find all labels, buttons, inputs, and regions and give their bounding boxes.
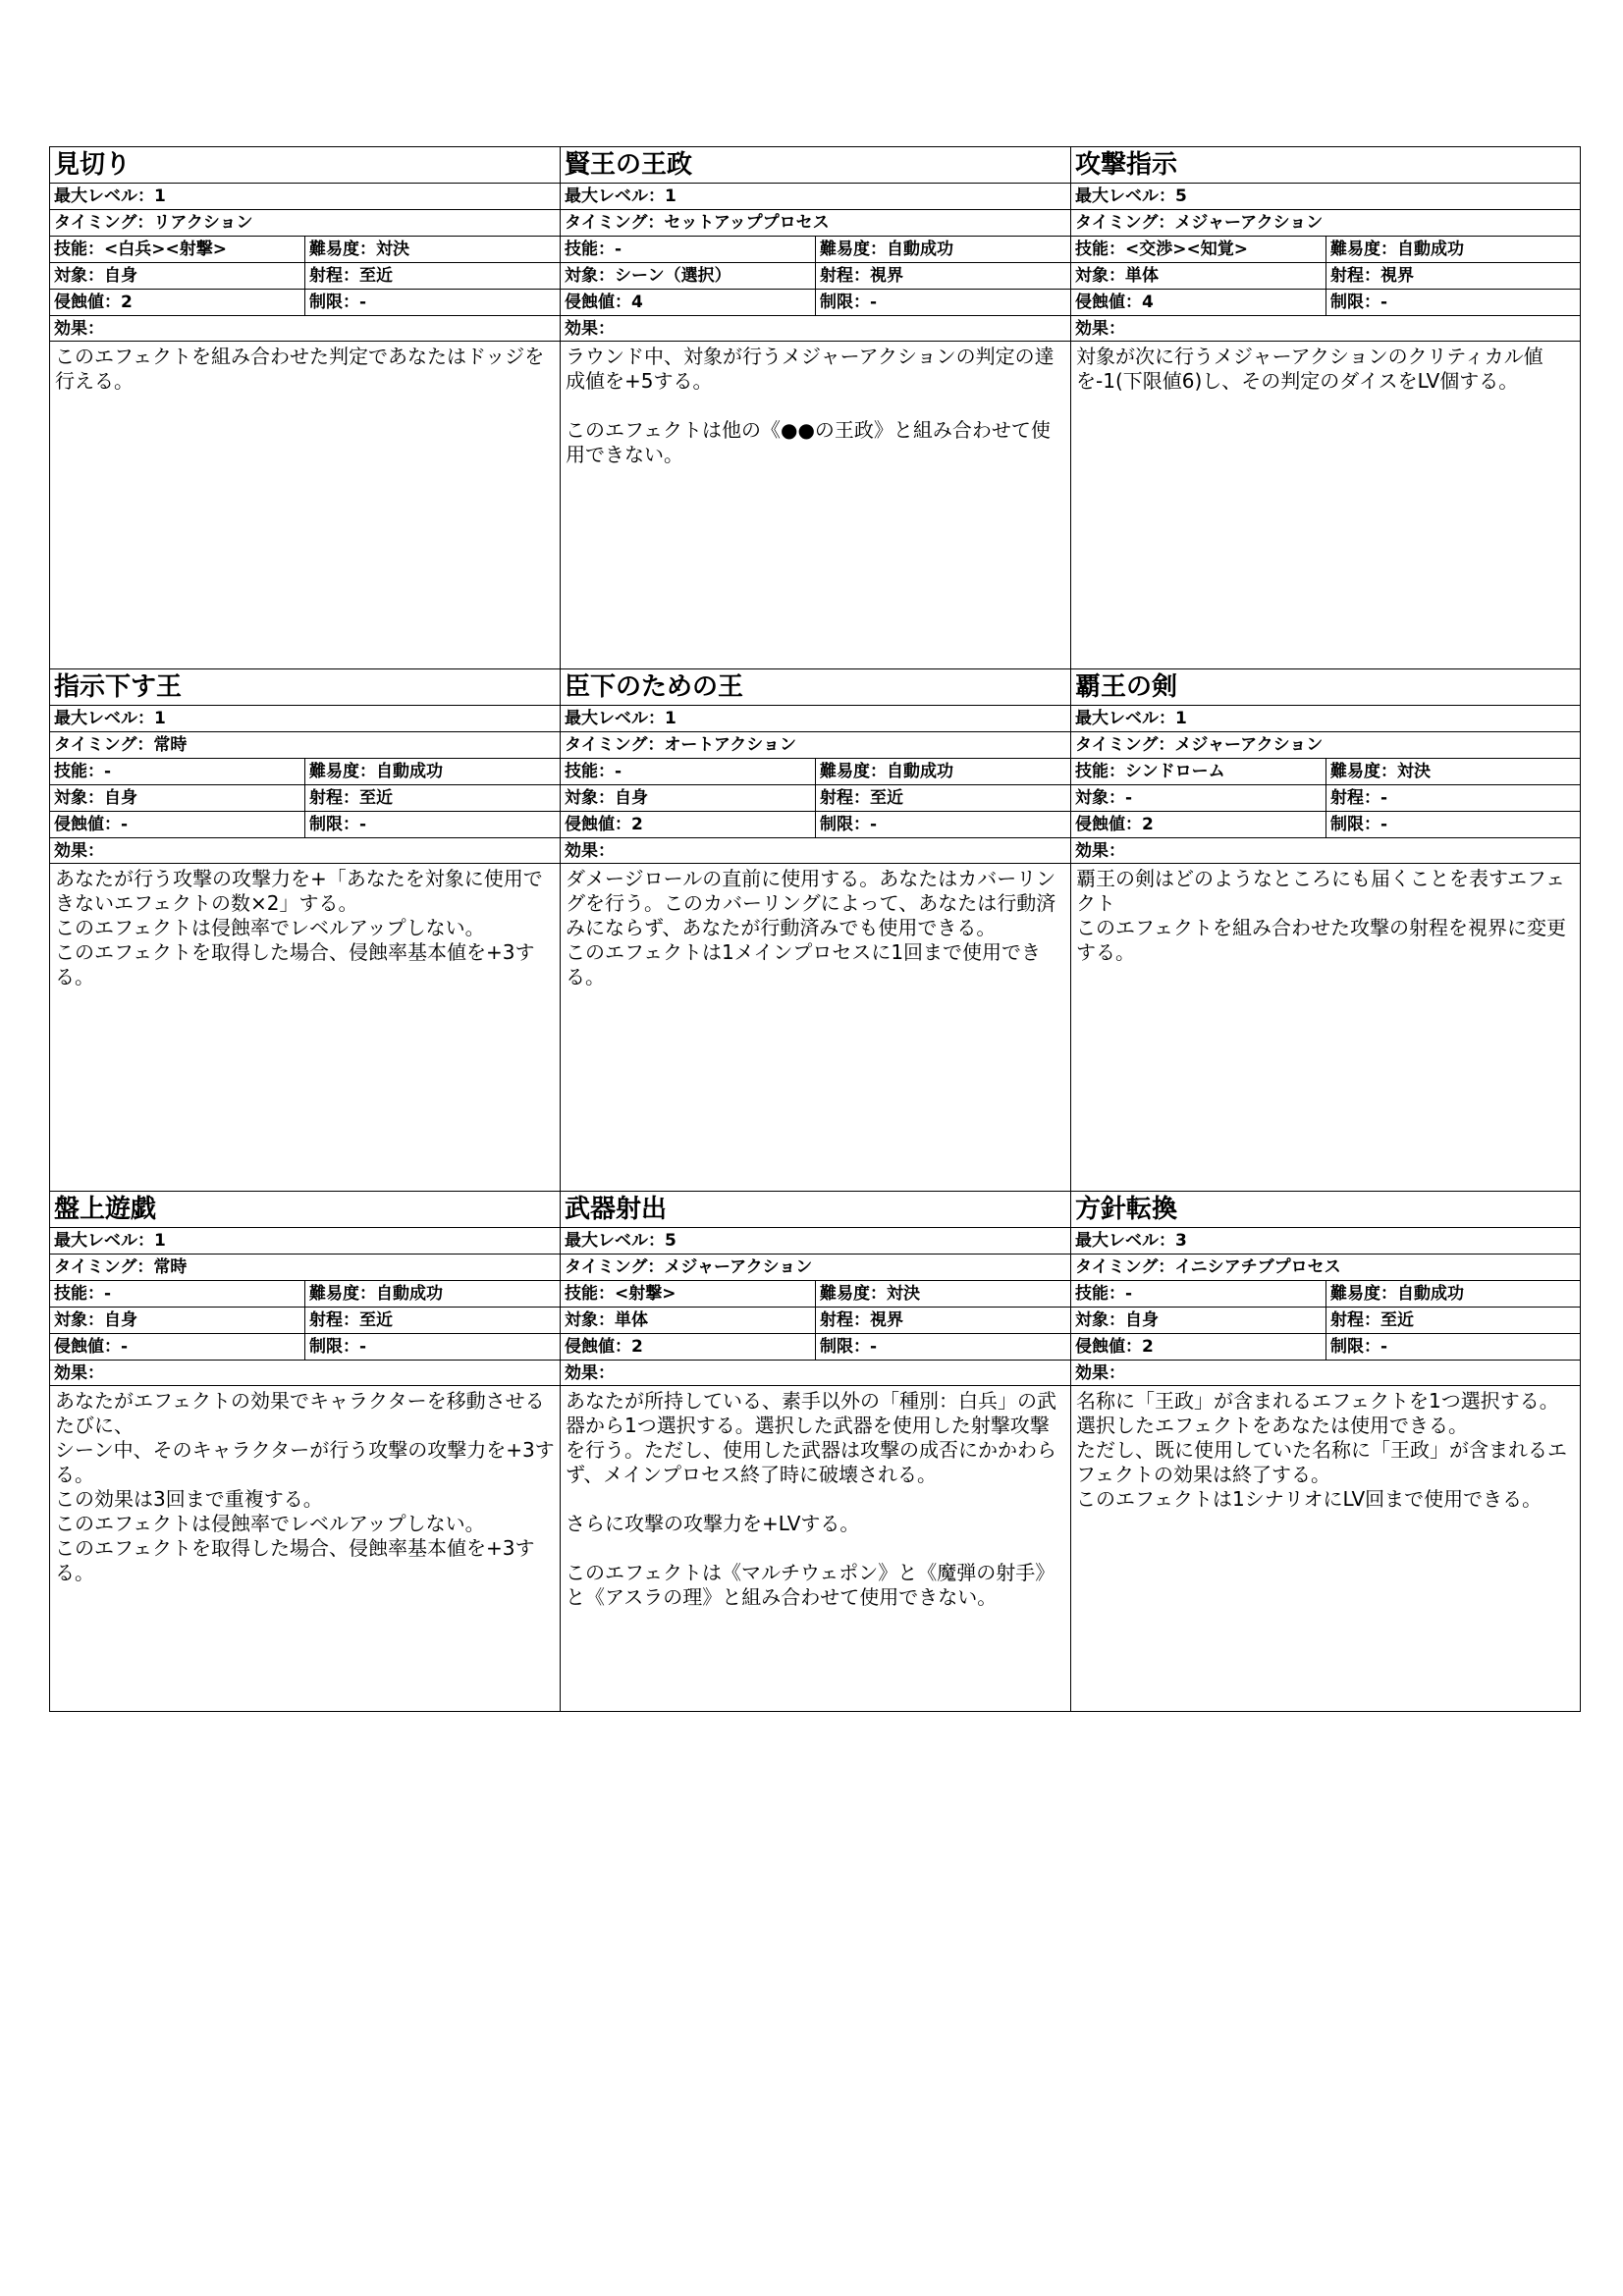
erosion-label: 侵蝕値： — [54, 1337, 121, 1357]
max-level-value: 5 — [1175, 187, 1187, 206]
erosion-value: 2 — [631, 1337, 643, 1357]
skill-row — [50, 759, 560, 785]
difficulty-label: 難易度： — [1330, 240, 1397, 259]
timing-value: 常時 — [153, 1257, 188, 1277]
target-value: 自身 — [104, 1310, 137, 1330]
max-level — [1075, 184, 1580, 210]
target — [561, 263, 816, 289]
difficulty-label: 難易度： — [309, 1284, 376, 1304]
limit — [305, 290, 560, 315]
skill — [561, 237, 816, 262]
target — [50, 263, 305, 289]
target-value: 単体 — [1125, 266, 1159, 286]
max-level — [565, 706, 1070, 732]
effect-heading: 効果： — [50, 316, 560, 342]
range-value: 至近 — [870, 788, 903, 808]
effect-name: 指示下す王 — [50, 669, 560, 706]
erosion-row — [1071, 1334, 1580, 1361]
timing-value: セットアッププロセス — [664, 213, 830, 233]
max-level-row — [50, 706, 560, 732]
range-label: 射程： — [820, 788, 870, 808]
erosion — [50, 1334, 305, 1360]
range-value: 視界 — [1380, 266, 1414, 286]
target-value: - — [1125, 788, 1133, 808]
max-level-label: 最大レベル： — [565, 709, 665, 728]
target-label: 対象： — [565, 266, 615, 286]
timing-row — [1071, 732, 1580, 759]
skill — [561, 759, 816, 784]
erosion-label: 侵蝕値： — [54, 815, 121, 834]
range-label: 射程： — [309, 788, 359, 808]
skill-label: 技能： — [1075, 1284, 1125, 1304]
max-level-row — [50, 184, 560, 210]
range-value: 視界 — [870, 1310, 903, 1330]
max-level-label: 最大レベル： — [54, 187, 154, 206]
difficulty-label: 難易度： — [309, 762, 376, 781]
limit-label: 制限： — [820, 1337, 870, 1357]
target-row — [561, 785, 1070, 812]
max-level-value: 1 — [154, 709, 166, 728]
max-level-label: 最大レベル： — [565, 187, 665, 206]
target-label: 対象： — [1075, 1310, 1125, 1330]
max-level-label: 最大レベル： — [1075, 709, 1175, 728]
timing — [54, 1255, 560, 1281]
timing-label: タイミング： — [565, 1257, 665, 1277]
erosion-label: 侵蝕値： — [565, 815, 631, 834]
timing-label: タイミング： — [565, 735, 665, 755]
limit-value: - — [870, 1337, 878, 1357]
target — [1071, 785, 1326, 811]
max-level-label: 最大レベル： — [1075, 1231, 1175, 1251]
range-value: 至近 — [359, 266, 393, 286]
erosion-row — [50, 812, 560, 838]
max-level-row — [1071, 706, 1580, 732]
limit-value: - — [1380, 1337, 1388, 1357]
skill-value: - — [615, 762, 622, 781]
range-label: 射程： — [820, 1310, 870, 1330]
difficulty-value: 自動成功 — [1397, 1284, 1464, 1304]
limit-label: 制限： — [1330, 1337, 1380, 1357]
timing — [565, 210, 1070, 237]
max-level-row — [561, 706, 1070, 732]
limit-label: 制限： — [1330, 815, 1380, 834]
effect-heading: 効果： — [50, 838, 560, 864]
target-label: 対象： — [54, 788, 104, 808]
skill — [1071, 237, 1326, 262]
difficulty — [1326, 1281, 1580, 1307]
effect-text: 名称に「王政」が含まれるエフェクトを1つ選択する。 選択したエフェクトをあなたは使用できる。 ただし、既に使用していた名称に「王政」が含まれるエフェクトの効果は終了する。 このエフェクトは1シナリオにLV回まで使用できる。 — [1076, 1389, 1567, 1511]
difficulty-value: 自動成功 — [887, 240, 953, 259]
skill-row — [561, 759, 1070, 785]
target — [561, 785, 816, 811]
effect-heading: 効果： — [561, 316, 1070, 342]
difficulty-label: 難易度： — [820, 1284, 887, 1304]
skill-value: <交渉><知覚> — [1125, 240, 1248, 259]
range-value: 至近 — [359, 788, 393, 808]
skill-value: シンドローム — [1125, 762, 1225, 781]
erosion — [561, 290, 816, 315]
difficulty-value: 対決 — [376, 240, 409, 259]
target-row — [50, 785, 560, 812]
effect-name: 覇王の剣 — [1071, 669, 1580, 706]
skill — [1071, 1281, 1326, 1307]
target-value: 自身 — [104, 266, 137, 286]
timing-row — [50, 210, 560, 237]
skill-row — [1071, 237, 1580, 263]
timing-row — [561, 1255, 1070, 1281]
target-row — [1071, 1308, 1580, 1334]
erosion-label: 侵蝕値： — [565, 1337, 631, 1357]
max-level — [1075, 1228, 1580, 1255]
difficulty-label: 難易度： — [309, 240, 376, 259]
timing-value: メジャーアクション — [1174, 213, 1324, 233]
max-level-value: 1 — [154, 1231, 166, 1251]
effect-heading: 効果： — [1071, 838, 1580, 864]
effect-text: あなたがエフェクトの効果でキャラクターを移動させるたびに、 シーン中、そのキャラクターが行う攻撃の攻撃力を+3する。 この効果は3回まで重複する。 このエフェクトは侵蝕率でレベルアップしない。 このエフェクトを取得した場合、侵蝕率基本値を+3する。 — [55, 1389, 555, 1584]
difficulty-label: 難易度： — [1330, 762, 1397, 781]
range — [305, 1308, 560, 1333]
target-row — [561, 1308, 1070, 1334]
max-level-row — [1071, 1228, 1580, 1255]
target — [50, 785, 305, 811]
skill — [50, 759, 305, 784]
erosion — [561, 1334, 816, 1360]
range — [816, 1308, 1070, 1333]
limit-value: - — [1380, 815, 1388, 834]
target-label: 対象： — [565, 1310, 615, 1330]
effect-card — [1071, 669, 1580, 1192]
difficulty-value: 自動成功 — [376, 762, 443, 781]
timing-label: タイミング： — [565, 213, 665, 233]
skill-label: 技能： — [565, 1284, 615, 1304]
max-level-label: 最大レベル： — [1075, 187, 1175, 206]
max-level-value: 1 — [665, 709, 676, 728]
limit — [816, 1334, 1070, 1360]
skill — [1071, 759, 1326, 784]
max-level-row — [50, 1228, 560, 1255]
limit — [816, 290, 1070, 315]
limit-value: - — [359, 815, 367, 834]
skill-label: 技能： — [565, 240, 615, 259]
difficulty — [816, 1281, 1070, 1307]
timing-label: タイミング： — [1075, 1257, 1175, 1277]
effect-name: 攻撃指示 — [1071, 147, 1580, 184]
difficulty-value: 対決 — [887, 1284, 920, 1304]
effect-heading: 効果： — [1071, 1361, 1580, 1386]
erosion — [561, 812, 816, 837]
limit — [305, 812, 560, 837]
erosion-value: 2 — [121, 293, 133, 312]
skill-label: 技能： — [54, 1284, 104, 1304]
limit-value: - — [359, 1337, 367, 1357]
timing-label: タイミング： — [1075, 213, 1175, 233]
erosion — [1071, 812, 1326, 837]
limit — [1326, 290, 1580, 315]
target-row — [50, 1308, 560, 1334]
range-value: 至近 — [359, 1310, 393, 1330]
limit — [816, 812, 1070, 837]
target-label: 対象： — [565, 788, 615, 808]
target-label: 対象： — [1075, 266, 1125, 286]
erosion-row — [1071, 812, 1580, 838]
skill-row — [1071, 759, 1580, 785]
skill-row — [50, 237, 560, 263]
max-level-label: 最大レベル： — [54, 1231, 154, 1251]
difficulty — [816, 237, 1070, 262]
limit-label: 制限： — [309, 1337, 359, 1357]
timing-value: メジャーアクション — [1174, 735, 1324, 755]
range-label: 射程： — [309, 266, 359, 286]
erosion-row — [50, 1334, 560, 1361]
difficulty-value: 自動成功 — [376, 1284, 443, 1304]
effect-card — [50, 1192, 561, 1711]
limit-value: - — [870, 293, 878, 312]
erosion — [1071, 290, 1326, 315]
skill-row — [561, 237, 1070, 263]
limit — [1326, 1334, 1580, 1360]
effect-text: このエフェクトを組み合わせた判定であなたはドッジを行える。 — [55, 345, 545, 393]
timing-value: 常時 — [153, 735, 188, 755]
effect-name: 方針転換 — [1071, 1192, 1580, 1228]
timing-row — [561, 732, 1070, 759]
timing — [54, 732, 560, 759]
limit-label: 制限： — [820, 293, 870, 312]
effect-heading: 効果： — [561, 838, 1070, 864]
effect-heading: 効果： — [1071, 316, 1580, 342]
effect-card — [561, 669, 1071, 1192]
effect-name: 武器射出 — [561, 1192, 1070, 1228]
range-label: 射程： — [309, 1310, 359, 1330]
range-value: 至近 — [1380, 1310, 1414, 1330]
erosion — [50, 290, 305, 315]
target — [1071, 263, 1326, 289]
max-level — [54, 706, 560, 732]
effect-card — [561, 147, 1071, 669]
erosion-value: 4 — [631, 293, 643, 312]
max-level-value: 5 — [665, 1231, 676, 1251]
skill-value: - — [615, 240, 622, 259]
target-row — [50, 263, 560, 290]
limit-label: 制限： — [309, 293, 359, 312]
erosion-label: 侵蝕値： — [1075, 293, 1142, 312]
timing-value: オートアクション — [664, 735, 796, 755]
limit-label: 制限： — [309, 815, 359, 834]
skill-row — [50, 1281, 560, 1308]
timing-value: イニシアチブプロセス — [1174, 1257, 1341, 1277]
range-label: 射程： — [1330, 266, 1380, 286]
target-value: 自身 — [615, 788, 648, 808]
timing-row — [50, 1255, 560, 1281]
skill-row — [561, 1281, 1070, 1308]
timing-label: タイミング： — [54, 213, 154, 233]
erosion-label: 侵蝕値： — [1075, 1337, 1142, 1357]
timing — [1075, 732, 1580, 759]
target-label: 対象： — [54, 1310, 104, 1330]
skill-label: 技能： — [1075, 240, 1125, 259]
limit — [305, 1334, 560, 1360]
erosion-value: - — [121, 815, 129, 834]
difficulty — [305, 1281, 560, 1307]
difficulty — [1326, 759, 1580, 784]
difficulty-value: 自動成功 — [1397, 240, 1464, 259]
target-label: 対象： — [1075, 788, 1125, 808]
effect-card — [561, 1192, 1071, 1711]
target-row — [1071, 785, 1580, 812]
effect-card — [50, 669, 561, 1192]
erosion — [50, 812, 305, 837]
effect-text: あなたが所持している、素手以外の「種別：白兵」の武器から1つ選択する。選択した武器を使用した射撃攻撃を行う。ただし、使用した武器は攻撃の成否にかかわらず、メインプロセス終了時に破壊される。 さらに攻撃の攻撃力を+LVする。 このエフェクトは《マルチウェポン》と《魔弾の射手》と《アスラの理》と組み合わせて使用できない。 — [566, 1389, 1056, 1609]
erosion-row — [1071, 290, 1580, 316]
difficulty-label: 難易度： — [1330, 1284, 1397, 1304]
target-value: シーン（選択） — [615, 266, 731, 286]
max-level-label: 最大レベル： — [565, 1231, 665, 1251]
erosion-label: 侵蝕値： — [1075, 815, 1142, 834]
max-level-value: 3 — [1175, 1231, 1187, 1251]
effect-heading: 効果： — [561, 1361, 1070, 1386]
range-label: 射程： — [820, 266, 870, 286]
max-level — [1075, 706, 1580, 732]
limit-label: 制限： — [820, 815, 870, 834]
max-level-row — [561, 184, 1070, 210]
max-level-row — [561, 1228, 1070, 1255]
range-value: 視界 — [870, 266, 903, 286]
skill — [50, 237, 305, 262]
max-level-value: 1 — [154, 187, 166, 206]
range-label: 射程： — [1330, 788, 1380, 808]
range — [305, 263, 560, 289]
target-row — [561, 263, 1070, 290]
skill-value: - — [104, 762, 112, 781]
timing-row — [561, 210, 1070, 237]
target-value: 単体 — [615, 1310, 648, 1330]
erosion-row — [561, 812, 1070, 838]
erosion-value: 2 — [1142, 815, 1154, 834]
max-level — [565, 184, 1070, 210]
difficulty-label: 難易度： — [820, 762, 887, 781]
range — [305, 785, 560, 811]
max-level — [54, 1228, 560, 1255]
effect-heading: 効果： — [50, 1361, 560, 1386]
limit-label: 制限： — [1330, 293, 1380, 312]
timing-row — [1071, 1255, 1580, 1281]
skill — [561, 1281, 816, 1307]
timing-value: メジャーアクション — [664, 1257, 813, 1277]
skill-label: 技能： — [565, 762, 615, 781]
skill — [50, 1281, 305, 1307]
timing-label: タイミング： — [54, 735, 154, 755]
erosion-row — [50, 290, 560, 316]
difficulty-value: 自動成功 — [887, 762, 953, 781]
skill-row — [1071, 1281, 1580, 1308]
target-row — [1071, 263, 1580, 290]
skill-value: <白兵><射撃> — [104, 240, 227, 259]
effect-card-grid — [49, 146, 1581, 1712]
skill-value: - — [104, 1284, 112, 1304]
timing-label: タイミング： — [54, 1257, 154, 1277]
difficulty-value: 対決 — [1397, 762, 1431, 781]
effect-text: ラウンド中、対象が行うメジャーアクションの判定の達成値を+5する。 このエフェクトは他の《●●の王政》と組み合わせて使用できない。 — [566, 345, 1055, 466]
target — [50, 1308, 305, 1333]
effect-text: あなたが行う攻撃の攻撃力を+「あなたを対象に使用できないエフェクトの数×2」する。 このエフェクトは侵蝕率でレベルアップしない。 このエフェクトを取得した場合、侵蝕率基本値を+3する。 — [55, 867, 543, 988]
difficulty-label: 難易度： — [820, 240, 887, 259]
erosion — [1071, 1334, 1326, 1360]
difficulty — [816, 759, 1070, 784]
max-level-value: 1 — [1175, 709, 1187, 728]
range — [816, 263, 1070, 289]
effect-name: 臣下のための王 — [561, 669, 1070, 706]
timing — [565, 1255, 1070, 1281]
max-level — [54, 184, 560, 210]
timing — [1075, 210, 1580, 237]
timing — [1075, 1255, 1580, 1281]
max-level-value: 1 — [665, 187, 676, 206]
range — [1326, 1308, 1580, 1333]
range — [1326, 263, 1580, 289]
erosion-row — [561, 290, 1070, 316]
max-level — [565, 1228, 1070, 1255]
max-level-label: 最大レベル： — [54, 709, 154, 728]
limit-value: - — [870, 815, 878, 834]
range-value: - — [1380, 788, 1388, 808]
limit — [1326, 812, 1580, 837]
target — [561, 1308, 816, 1333]
skill-label: 技能： — [54, 240, 104, 259]
difficulty — [305, 759, 560, 784]
skill-value: - — [1125, 1284, 1133, 1304]
timing — [54, 210, 560, 237]
skill-label: 技能： — [54, 762, 104, 781]
effect-card — [1071, 1192, 1580, 1711]
skill-label: 技能： — [1075, 762, 1125, 781]
erosion-row — [561, 1334, 1070, 1361]
erosion-label: 侵蝕値： — [54, 293, 121, 312]
difficulty — [1326, 237, 1580, 262]
target — [1071, 1308, 1326, 1333]
erosion-value: 2 — [631, 815, 643, 834]
effect-text: ダメージロールの直前に使用する。あなたはカバーリングを行う。このカバーリングによって、あなたは行動済みにならず、あなたが行動済みでも使用できる。 このエフェクトは1メインプロセスに1回まで使用できる。 — [566, 867, 1056, 988]
skill-value: <射撃> — [615, 1284, 676, 1304]
timing-row — [50, 732, 560, 759]
max-level-row — [1071, 184, 1580, 210]
limit-value: - — [359, 293, 367, 312]
timing — [565, 732, 1070, 759]
target-value: 自身 — [1125, 1310, 1159, 1330]
effect-text: 覇王の剣はどのようなところにも届くことを表すエフェクト このエフェクトを組み合わせた攻撃の射程を視界に変更する。 — [1076, 867, 1566, 964]
erosion-label: 侵蝕値： — [565, 293, 631, 312]
effect-name: 賢王の王政 — [561, 147, 1070, 184]
erosion-value: 2 — [1142, 1337, 1154, 1357]
timing-row — [1071, 210, 1580, 237]
target-value: 自身 — [104, 788, 137, 808]
timing-value: リアクション — [153, 213, 253, 233]
effect-card — [50, 147, 561, 669]
erosion-value: 4 — [1142, 293, 1154, 312]
erosion-value: - — [121, 1337, 129, 1357]
effect-name: 見切り — [50, 147, 560, 184]
effect-text: 対象が次に行うメジャーアクションのクリティカル値を-1(下限値6)し、その判定のダイスをLV個する。 — [1076, 345, 1543, 393]
range — [1326, 785, 1580, 811]
range — [816, 785, 1070, 811]
effect-name: 盤上遊戯 — [50, 1192, 560, 1228]
difficulty — [305, 237, 560, 262]
timing-label: タイミング： — [1075, 735, 1175, 755]
target-label: 対象： — [54, 266, 104, 286]
limit-value: - — [1380, 293, 1388, 312]
effect-card — [1071, 147, 1580, 669]
range-label: 射程： — [1330, 1310, 1380, 1330]
